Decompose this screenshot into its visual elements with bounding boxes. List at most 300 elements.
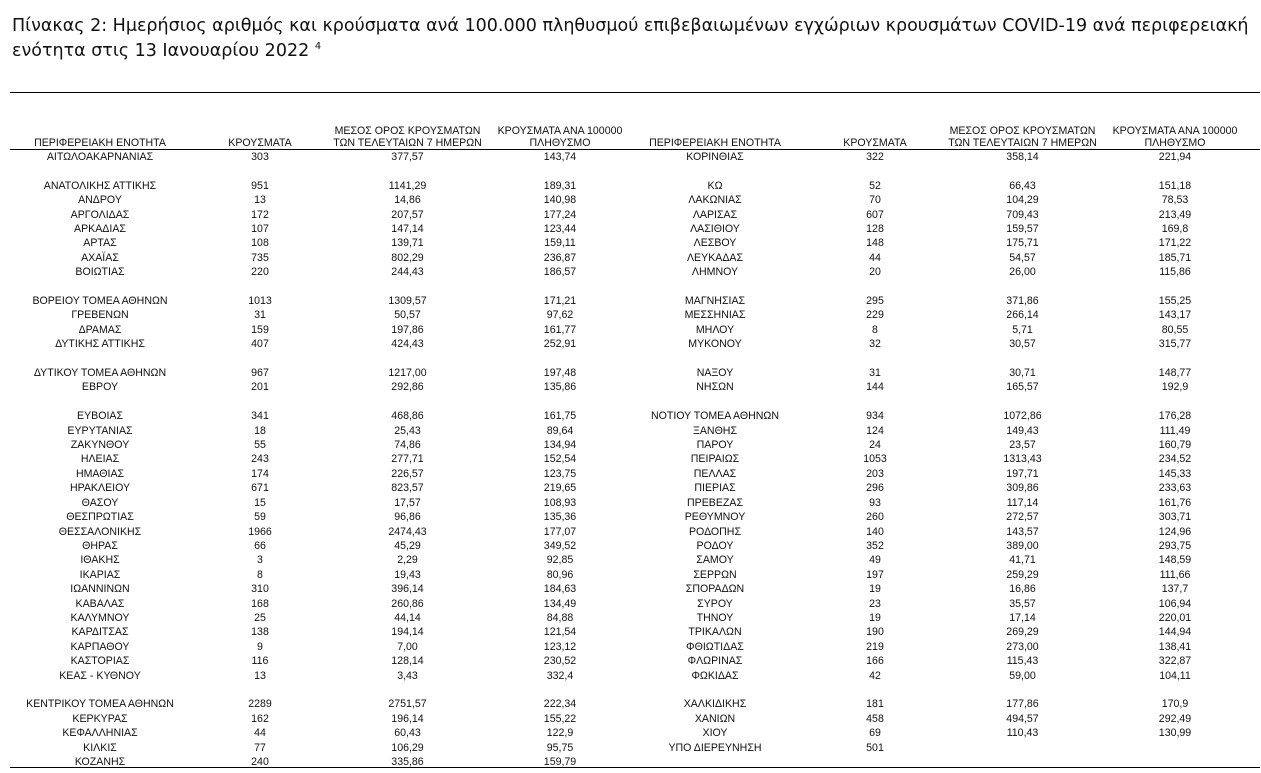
region-cell: ΔΥΤΙΚΗΣ ΑΤΤΙΚΗΣ — [55, 338, 145, 351]
region-cell: ΗΛΕΙΑΣ — [80, 453, 120, 466]
left-table — [10, 122, 635, 769]
region-cell: ΝΗΣΩΝ — [696, 381, 734, 394]
average-cell: 389,00 — [1006, 539, 1039, 552]
average-cell: 96,86 — [394, 511, 421, 524]
region-cell: ΦΘΙΩΤΙΔΑΣ — [686, 640, 744, 653]
region-cell — [625, 164, 805, 178]
region-cell: ΡΟΔΟΥ — [696, 539, 734, 552]
spacer-row — [10, 395, 635, 409]
region-cell: ΣΕΡΡΩΝ — [693, 568, 737, 581]
table-row — [625, 208, 1250, 222]
average-cell: 244,43 — [391, 266, 424, 279]
average-cell: 266,14 — [1006, 309, 1039, 322]
cases-cell: 2289 — [248, 698, 272, 711]
footnote-marker: 4 — [314, 41, 322, 53]
region-cell: ΑΡΤΑΣ — [83, 237, 117, 250]
per-100000-cell — [485, 352, 635, 366]
table-row — [625, 323, 1250, 337]
average-cell: 2751,57 — [388, 698, 427, 711]
table-row — [10, 424, 635, 438]
average-cell: 273,00 — [1006, 640, 1039, 653]
region-cell — [10, 683, 190, 697]
table-row — [10, 496, 635, 510]
table-row — [10, 553, 635, 567]
region-cell: ΧΑΛΚΙΔΙΚΗΣ — [683, 698, 747, 711]
table-row — [10, 697, 635, 711]
table-row — [10, 265, 635, 279]
average-cell: 110,43 — [1006, 727, 1039, 740]
cases-cell: 1053 — [863, 453, 887, 466]
spacer-row — [625, 164, 1250, 178]
per-100000-cell: 219,65 — [543, 482, 577, 495]
cases-cell — [805, 395, 945, 409]
cases-cell: 70 — [869, 194, 881, 207]
table-row — [10, 726, 635, 740]
cases-cell: 108 — [251, 237, 269, 250]
cases-cell: 52 — [869, 179, 881, 192]
cases-cell: 31 — [254, 309, 266, 322]
average-cell: 197,86 — [391, 323, 424, 336]
average-cell — [945, 352, 1100, 366]
table-row — [625, 726, 1250, 740]
table-row — [625, 150, 1250, 164]
per-100000-cell: 108,93 — [543, 496, 577, 509]
spacer-row — [10, 164, 635, 178]
region-cell: ΑΝΑΤΟΛΙΚΗΣ ΑΤΤΙΚΗΣ — [43, 179, 157, 192]
average-cell — [945, 741, 1100, 755]
table-row — [625, 640, 1250, 654]
table-row — [10, 236, 635, 250]
per-100000-cell: 134,49 — [543, 597, 577, 610]
region-cell: ΚΑΒΑΛΑΣ — [75, 597, 125, 610]
cases-cell: 24 — [869, 439, 881, 452]
per-100000-cell: 92,85 — [546, 554, 574, 567]
cases-cell: 162 — [251, 712, 269, 725]
table-row — [10, 193, 635, 207]
average-cell: 177,86 — [1006, 698, 1039, 711]
per-100000-cell: 135,36 — [543, 511, 577, 524]
per-100000-cell: 252,91 — [543, 338, 577, 351]
cases-cell: 341 — [251, 410, 269, 423]
table-row — [625, 467, 1250, 481]
region-cell — [625, 683, 805, 697]
per-100000-cell: 111,66 — [1159, 568, 1191, 581]
average-cell: 25,43 — [394, 424, 421, 437]
average-cell: 358,14 — [1006, 151, 1039, 163]
cases-cell: 407 — [251, 338, 269, 351]
per-100000-cell — [1100, 280, 1250, 294]
cases-cell: 166 — [866, 655, 884, 668]
average-cell: 709,43 — [1006, 208, 1039, 221]
right-table — [625, 122, 1250, 755]
cases-cell: 159 — [251, 323, 269, 336]
region-cell: ΖΑΚΥΝΘΟΥ — [70, 439, 130, 452]
per-100000-cell: 134,94 — [543, 439, 577, 452]
average-cell: 50,57 — [394, 309, 421, 322]
table-row — [10, 467, 635, 481]
table-row — [625, 669, 1250, 683]
region-cell: ΚΑΣΤΟΡΙΑΣ — [70, 655, 130, 668]
left-table-block — [10, 122, 635, 769]
table-row — [10, 481, 635, 495]
table-row — [10, 251, 635, 265]
per-100000-cell: 159,79 — [543, 755, 577, 768]
region-cell: ΛΑΚΩΝΙΑΣ — [688, 194, 742, 207]
region-cell: ΛΗΜΝΟΥ — [691, 266, 739, 279]
cases-cell: 967 — [251, 367, 269, 380]
cases-cell — [805, 164, 945, 178]
average-cell: 371,86 — [1006, 295, 1039, 308]
cases-cell: 55 — [254, 439, 266, 452]
average-cell: 149,43 — [1006, 424, 1039, 437]
table-row — [10, 582, 635, 596]
cases-cell: 25 — [254, 611, 266, 624]
cases-cell: 951 — [251, 179, 269, 192]
cases-cell: 203 — [866, 467, 884, 480]
average-cell: 1313,43 — [1003, 453, 1042, 466]
table-row — [625, 510, 1250, 524]
per-100000-cell — [485, 164, 635, 178]
header-cases: ΚΡΟΥΣΜΑΤΑ — [228, 137, 292, 149]
table-row — [625, 424, 1250, 438]
average-cell: 26,00 — [1009, 266, 1036, 279]
table-row — [10, 597, 635, 611]
per-100000-cell: 222,34 — [543, 698, 577, 711]
region-cell: ΤΡΙΚΑΛΩΝ — [688, 626, 742, 639]
per-100000-cell: 123,75 — [543, 467, 577, 480]
per-100000-cell: 135,86 — [543, 381, 577, 394]
cases-cell — [190, 352, 330, 366]
average-cell: 35,57 — [1009, 597, 1036, 610]
cases-cell: 49 — [869, 554, 881, 567]
per-100000-cell: 160,79 — [1158, 439, 1192, 452]
per-100000-cell: 148,77 — [1158, 367, 1192, 380]
average-cell: 104,29 — [1006, 194, 1039, 207]
cases-cell: 77 — [254, 741, 266, 754]
per-100000-cell — [485, 683, 635, 697]
per-100000-cell: 303,71 — [1158, 511, 1192, 524]
per-100000-cell: 159,11 — [544, 237, 576, 250]
average-cell — [945, 280, 1100, 294]
average-cell: 159,57 — [1006, 223, 1039, 236]
cases-cell: 201 — [251, 381, 269, 394]
region-cell: ΘΑΣΟΥ — [81, 496, 119, 509]
average-cell: 45,29 — [394, 539, 421, 552]
table-row — [10, 741, 635, 755]
per-100000-cell: 143,17 — [1158, 309, 1192, 322]
per-100000-cell: 130,99 — [1158, 727, 1192, 740]
cases-cell: 181 — [866, 698, 884, 711]
average-cell: 147,14 — [391, 223, 424, 236]
region-cell — [625, 280, 805, 294]
average-cell: 277,71 — [391, 453, 424, 466]
cases-cell: 42 — [869, 669, 881, 682]
average-cell: 117,14 — [1006, 496, 1039, 509]
average-cell: 139,71 — [391, 237, 424, 250]
region-cell: ΚΟΡΙΝΘΙΑΣ — [686, 151, 744, 163]
region-cell: ΚΑΛΥΜΝΟΥ — [70, 611, 130, 624]
spacer-row — [625, 683, 1250, 697]
region-cell: ΑΡΓΟΛΙΔΑΣ — [70, 208, 130, 221]
cases-cell: 260 — [866, 511, 884, 524]
per-100000-cell: 115,86 — [1159, 266, 1191, 279]
average-cell: 44,14 — [394, 611, 421, 624]
header-average — [945, 122, 1100, 150]
table-row — [625, 265, 1250, 279]
cases-cell: 20 — [869, 266, 881, 279]
per-100000-cell: 220,01 — [1158, 611, 1192, 624]
region-cell — [10, 280, 190, 294]
region-cell: ΜΕΣΣΗΝΙΑΣ — [684, 309, 746, 322]
header-average-line2: ΤΩΝ ΤΕΛΕΥΤΑΙΩΝ 7 ΗΜΕΡΩΝ — [948, 137, 1097, 149]
average-cell: 128,14 — [391, 655, 424, 668]
per-100000-cell: 151,18 — [1158, 179, 1192, 192]
header-cases: ΚΡΟΥΣΜΑΤΑ — [843, 137, 907, 149]
per-100000-cell: 332,4 — [546, 669, 574, 682]
average-cell: 802,29 — [391, 251, 424, 264]
region-cell: ΡΕΘΥΜΝΟΥ — [684, 511, 746, 524]
per-100000-cell: 161,77 — [543, 323, 577, 336]
per-100000-cell: 233,63 — [1158, 482, 1192, 495]
region-cell: ΥΠΟ ΔΙΕΡΕΥΝΗΣΗ — [668, 741, 762, 754]
table-row — [10, 452, 635, 466]
region-cell: ΜΑΓΝΗΣΙΑΣ — [684, 295, 746, 308]
average-cell: 74,86 — [394, 439, 421, 452]
table-row — [625, 294, 1250, 308]
average-cell: 175,71 — [1006, 237, 1039, 250]
spacer-row — [10, 683, 635, 697]
region-cell: ΦΩΚΙΔΑΣ — [691, 669, 739, 682]
region-cell: ΜΥΚΟΝΟΥ — [688, 338, 742, 351]
average-cell: 60,43 — [394, 727, 421, 740]
cases-cell: 124 — [866, 424, 884, 437]
per-100000-cell: 95,75 — [546, 741, 574, 754]
average-cell: 377,57 — [391, 151, 424, 163]
average-cell: 292,86 — [391, 381, 424, 394]
per-100000-cell: 192,9 — [1161, 381, 1189, 394]
region-cell: ΔΥΤΙΚΟΥ ΤΟΜΕΑ ΑΘΗΝΩΝ — [33, 367, 167, 380]
per-100000-cell — [485, 280, 635, 294]
per-100000-cell: 84,88 — [546, 611, 574, 624]
per-100000-cell: 111,49 — [1159, 424, 1191, 437]
cases-cell: 303 — [251, 151, 269, 163]
cases-cell: 190 — [866, 626, 884, 639]
cases-cell: 59 — [254, 511, 266, 524]
per-100000-cell: 137,7 — [1161, 583, 1189, 596]
per-100000-cell: 122,9 — [546, 727, 574, 740]
table-row — [10, 525, 635, 539]
cases-cell: 9 — [257, 640, 263, 653]
average-cell: 5,71 — [1012, 323, 1033, 336]
per-100000-cell: 80,55 — [1161, 323, 1189, 336]
average-cell: 194,14 — [391, 626, 424, 639]
cases-cell: 31 — [869, 367, 881, 380]
region-cell — [10, 352, 190, 366]
average-cell: 165,57 — [1006, 381, 1039, 394]
average-cell: 272,57 — [1006, 511, 1039, 524]
table-row — [10, 625, 635, 639]
per-100000-cell: 143,74 — [543, 151, 577, 163]
table-row — [10, 510, 635, 524]
header-row — [10, 122, 635, 150]
cases-cell: 501 — [866, 741, 884, 754]
region-cell: ΚΕΡΚΥΡΑΣ — [72, 712, 128, 725]
header-region: ΠΕΡΙΦΕΡΕΙΑΚΗ ΕΝΟΤΗΤΑ — [649, 137, 781, 149]
per-100000-cell: 161,75 — [543, 410, 577, 423]
cases-cell: 310 — [251, 583, 269, 596]
per-100000-cell: 155,25 — [1158, 295, 1192, 308]
per-100000-cell: 145,33 — [1158, 467, 1192, 480]
average-cell: 260,86 — [391, 597, 424, 610]
average-cell — [330, 164, 485, 178]
cases-cell: 220 — [251, 266, 269, 279]
table-row — [10, 366, 635, 380]
per-100000-cell: 106,94 — [1158, 597, 1192, 610]
region-cell — [10, 164, 190, 178]
average-cell — [330, 352, 485, 366]
cases-cell: 44 — [254, 727, 266, 740]
average-cell: 23,57 — [1009, 439, 1036, 452]
region-cell: ΗΜΑΘΙΑΣ — [75, 467, 125, 480]
table-row — [10, 222, 635, 236]
average-cell: 309,86 — [1006, 482, 1039, 495]
region-cell: ΤΗΝΟΥ — [696, 611, 734, 624]
per-100000-cell — [1100, 741, 1250, 755]
table-row — [625, 539, 1250, 553]
cases-cell: 8 — [872, 323, 878, 336]
region-cell: ΛΕΥΚΑΔΑΣ — [686, 251, 744, 264]
per-100000-cell: 221,94 — [1158, 151, 1192, 163]
per-100000-cell: 177,07 — [543, 525, 577, 538]
average-cell — [330, 395, 485, 409]
region-cell: ΑΡΚΑΔΙΑΣ — [74, 223, 126, 236]
average-cell — [945, 164, 1100, 178]
average-cell: 2474,43 — [388, 525, 427, 538]
header-row — [625, 122, 1250, 150]
table-row — [625, 366, 1250, 380]
table-row — [625, 409, 1250, 423]
region-cell: ΞΑΝΘΗΣ — [692, 424, 738, 437]
region-cell: ΘΕΣΠΡΩΤΙΑΣ — [66, 511, 134, 524]
per-100000-cell — [1100, 395, 1250, 409]
table-row — [625, 741, 1250, 755]
region-cell — [625, 395, 805, 409]
cases-cell: 671 — [251, 482, 269, 495]
table-row — [10, 323, 635, 337]
average-cell: 396,14 — [391, 583, 424, 596]
average-cell: 59,00 — [1009, 669, 1036, 682]
cases-cell: 322 — [866, 151, 884, 163]
table-row — [625, 597, 1250, 611]
average-cell: 7,00 — [397, 640, 418, 653]
cases-cell: 116 — [251, 655, 269, 668]
per-100000-cell: 322,87 — [1158, 655, 1192, 668]
region-cell — [10, 395, 190, 409]
cases-cell: 8 — [257, 568, 263, 581]
table-row — [10, 294, 635, 308]
table-row — [625, 222, 1250, 236]
spacer-row — [625, 352, 1250, 366]
average-cell: 17,57 — [394, 496, 421, 509]
cases-cell — [805, 352, 945, 366]
table-row — [10, 669, 635, 683]
region-cell: ΕΒΡΟΥ — [81, 381, 119, 394]
region-cell: ΠΕΙΡΑΙΩΣ — [690, 453, 740, 466]
cases-cell: 128 — [866, 223, 884, 236]
region-cell: ΙΩΑΝΝΙΝΩΝ — [70, 583, 130, 596]
region-cell: ΚΑΡΠΑΘΟΥ — [70, 640, 130, 653]
per-100000-cell: 349,52 — [543, 539, 577, 552]
average-cell: 197,71 — [1006, 467, 1039, 480]
per-100000-cell: 315,77 — [1158, 338, 1192, 351]
cases-cell: 172 — [251, 208, 269, 221]
region-cell: ΑΧΑΪΑΣ — [81, 251, 119, 264]
table-row — [625, 568, 1250, 582]
region-cell: ΣΑΜΟΥ — [696, 554, 734, 567]
per-100000-cell: 80,96 — [546, 568, 574, 581]
per-100000-cell: 171,21 — [543, 295, 577, 308]
per-100000-cell: 161,76 — [1158, 496, 1192, 509]
region-cell: ΚΟΖΑΝΗΣ — [74, 755, 126, 768]
region-cell: ΑΝΔΡΟΥ — [78, 194, 122, 207]
table-row — [625, 654, 1250, 668]
header-per-100000-line1: ΚΡΟΥΣΜΑΤΑ ΑΝΑ 100000 — [497, 125, 623, 137]
per-100000-cell: 138,41 — [1158, 640, 1192, 653]
left-table-body — [10, 150, 635, 769]
region-cell — [625, 352, 805, 366]
average-cell: 54,57 — [1009, 251, 1036, 264]
table-row — [625, 438, 1250, 452]
per-100000-cell: 104,11 — [1159, 669, 1191, 682]
region-cell: ΠΙΕΡΙΑΣ — [694, 482, 736, 495]
region-cell: ΓΡΕΒΕΝΩΝ — [71, 309, 129, 322]
spacer-row — [625, 280, 1250, 294]
region-cell: ΡΟΔΟΠΗΣ — [688, 525, 742, 538]
top-rule — [10, 92, 1260, 93]
region-cell: ΛΑΡΙΣΑΣ — [692, 208, 738, 221]
cases-cell: 168 — [251, 597, 269, 610]
table-row — [10, 150, 635, 164]
table-row — [625, 697, 1250, 711]
table-row — [625, 553, 1250, 567]
region-cell: ΧΙΟΥ — [702, 727, 728, 740]
average-cell: 41,71 — [1009, 554, 1036, 567]
per-100000-cell: 189,31 — [543, 179, 577, 192]
per-100000-cell: 236,87 — [543, 251, 577, 264]
per-100000-cell: 234,52 — [1158, 453, 1192, 466]
table-row — [625, 481, 1250, 495]
average-cell: 1309,57 — [388, 295, 427, 308]
cases-cell: 735 — [251, 251, 269, 264]
cases-cell: 93 — [869, 496, 881, 509]
average-cell: 30,57 — [1009, 338, 1036, 351]
region-cell: ΘΗΡΑΣ — [82, 539, 118, 552]
region-cell: ΙΘΑΚΗΣ — [80, 554, 120, 567]
per-100000-cell: 155,22 — [543, 712, 577, 725]
spacer-row — [10, 352, 635, 366]
cases-cell: 607 — [866, 208, 884, 221]
region-cell: ΘΕΣΣΑΛΟΝΙΚΗΣ — [58, 525, 142, 538]
table-row — [10, 337, 635, 351]
average-cell: 468,86 — [391, 410, 424, 423]
average-cell: 424,43 — [391, 338, 424, 351]
table-row — [10, 380, 635, 394]
per-100000-cell — [1100, 683, 1250, 697]
per-100000-cell — [1100, 352, 1250, 366]
region-cell: ΚΑΡΔΙΤΣΑΣ — [71, 626, 129, 639]
region-cell: ΗΡΑΚΛΕΙΟΥ — [69, 482, 131, 495]
region-cell: ΝΟΤΙΟΥ ΤΟΜΕΑ ΑΘΗΝΩΝ — [650, 410, 780, 423]
